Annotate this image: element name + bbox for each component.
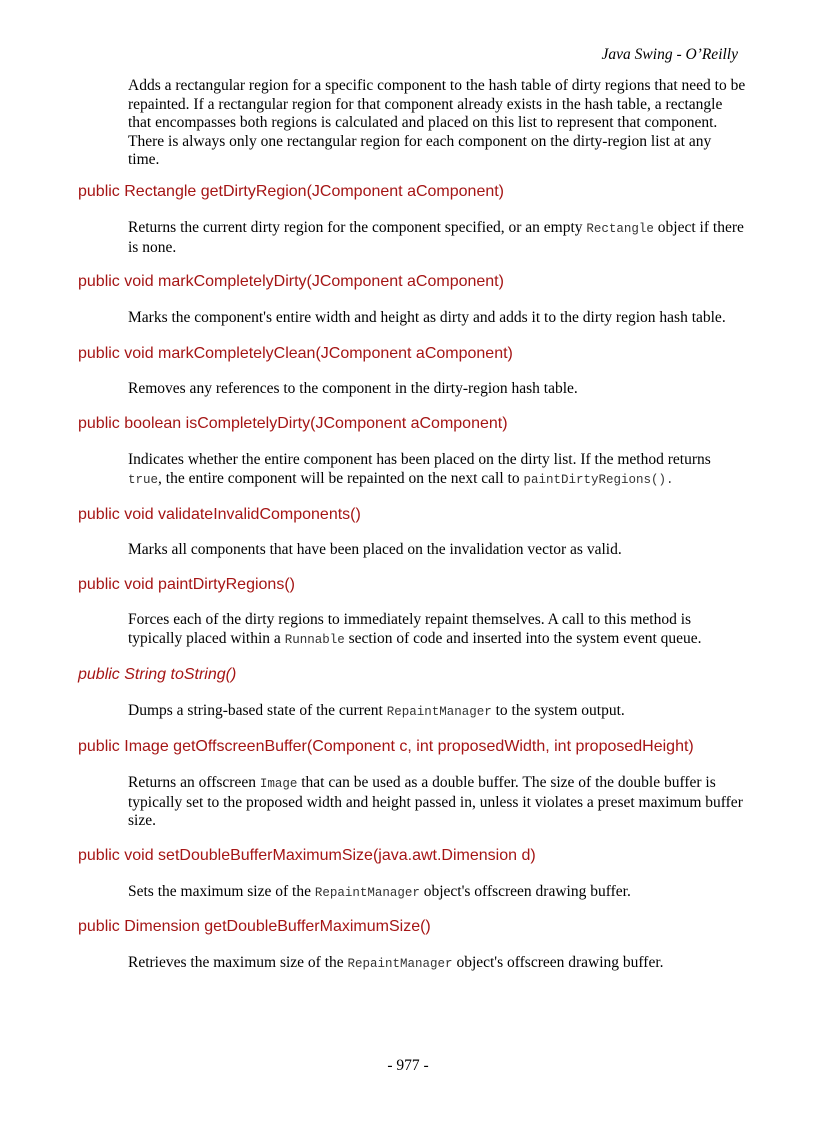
intro-paragraph: Adds a rectangular region for a specific component to the hash table of dirty regions that need to be repainted. If a rectangular region for that component already exists in the hash table, a rectangle that encompasses both regions is calculated and placed on this list to represent that component. There is always only one rectangular region for each component on the dirty-region list at any time. [128,77,746,169]
page-number: - 977 - [387,1057,429,1074]
method-signature: public Rectangle getDirtyRegion(JComponent aComponent) [78,182,505,200]
method-signature: public void validateInvalidComponents() [78,505,361,523]
method-description: Returns the current dirty region for the component specified, or an empty Rectangle object if there is none. [128,218,744,256]
page-content [0,77,816,974]
code-term: Rectangle [586,221,654,236]
method-signature: public Image getOffscreenBuffer(Component c, int proposedWidth, int proposedHeight) [78,737,694,755]
method-signature: public void markCompletelyClean(JComponent aComponent) [78,344,513,362]
method-signature: public String toString() [78,666,237,684]
method-description: Retrieves the maximum size of the RepaintManager object's offscreen drawing buffer. [128,954,664,972]
method-signature: public boolean isCompletelyDirty(JComponent aComponent) [78,415,508,433]
method-description: Sets the maximum size of the RepaintManager object's offscreen drawing buffer. [128,882,631,900]
running-header: Java Swing - O’Reilly [601,46,738,63]
method-description: Removes any references to the component in the dirty-region hash table. [128,379,578,397]
method-description: Marks the component's entire width and height as dirty and adds it to the dirty region hash table. [128,309,726,327]
code-term: Image [259,776,298,791]
method-description: Forces each of the dirty regions to immediately repaint themselves. A call to this method is typically placed within a Runnable section of code and inserted into the system event queue. [128,611,702,647]
method-description: Marks all components that have been placed on the invalidation vector as valid. [128,540,622,558]
code-term: Runnable [284,632,345,647]
method-signature: public void paintDirtyRegions() [78,576,295,594]
code-term: RepaintManager [347,957,453,972]
method-description: Dumps a string-based state of the current RepaintManager to the system output. [128,702,625,720]
code-term: true [128,472,159,487]
method-description: Indicates whether the entire component has been placed on the dirty list. If the method returns true, the entire component will be repainted on the next call to paintDirtyRegions(). [128,451,711,487]
code-term: RepaintManager [314,885,420,900]
code-term: paintDirtyRegions(). [523,472,674,487]
method-signature: public void setDoubleBufferMaximumSize(java.awt.Dimension d) [78,846,536,864]
method-description: Returns an offscreen Image that can be used as a double buffer. The size of the double buffer is typically set to the proposed width and height passed in, unless it violates a preset maximum buffer size. [128,773,743,830]
method-signature: public Dimension getDoubleBufferMaximumSize() [78,918,431,936]
method-signature: public void markCompletelyDirty(JComponent aComponent) [78,273,504,291]
code-term: RepaintManager [386,705,492,720]
